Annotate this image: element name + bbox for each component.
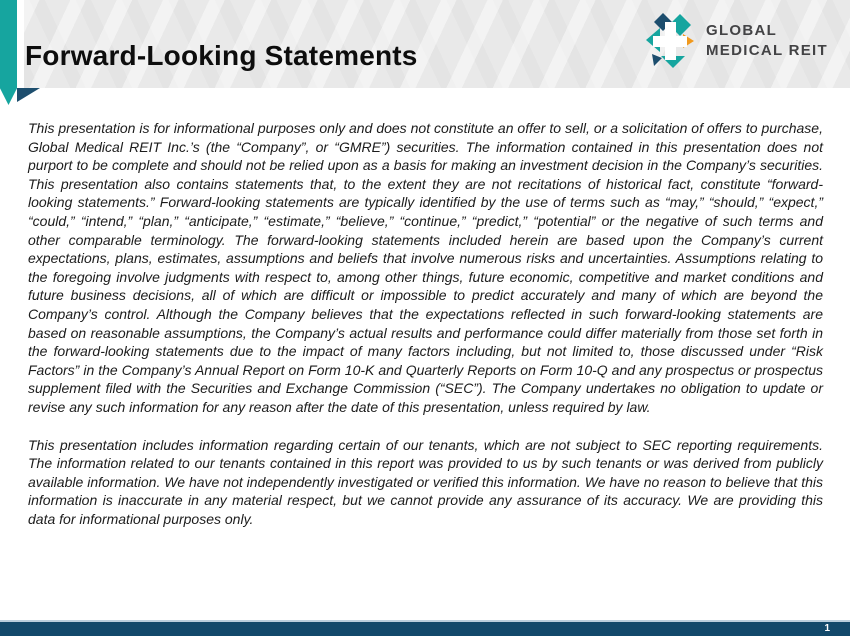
logo-wordmark-line1: GLOBAL (706, 22, 778, 39)
disclaimer-text (28, 119, 823, 528)
logo-wordmark (706, 21, 828, 61)
ribbon-fold (17, 88, 40, 102)
page-title: Forward-Looking Statements (25, 40, 418, 71)
ribbon-accent (0, 0, 17, 105)
footer-bar (0, 622, 850, 636)
paragraph-forward-looking: This presentation is for informational purposes only and does not constitute an offer to sell, or a solicitation of offers to purchase, Global Medical REIT Inc.’s (the “Company”, or “GMRE”) securities. The information contained in this presentation does not purport to be complete and should not be relied upon as a basis for making an investment decision in the Company’s securities. This presentation also contains statements that, to the extent they are not recitations of historical fact, constitute “forward-looking statements.” Forward-looking statements are typically identified by the use of terms such as “may,” “should,” “expect,” “could,” “intend,” “plan,” “anticipate,” “estimate,” “believe,” “continue,” “predict,” “potential” or the negative of such terms and other comparable terminology. The forward-looking statements included herein are based upon the Company’s current expectations, plans, estimates, assumptions and beliefs that involve numerous risks and uncertainties. Assumptions relating to the foregoing involve judgments with respect to, among other things, future economic, competitive and market conditions and future business decisions, all of which are difficult or impossible to predict accurately and many of which are beyond the Company’s control. Although the Company believes that the expectations reflected in such forward-looking statements are based on reasonable assumptions, the Company’s actual results and performance could differ materially from those set forth in the forward-looking statements due to the impact of many factors including, but not limited to, those discussed under “Risk Factors” in the Company’s Annual Report on Form 10-K and Quarterly Reports on Form 10-Q and any prospectus or prospectus supplement filed with the Securities and Exchange Commission (“SEC”). The Company undertakes no obligation to update or revise any such information for any reason after the date of this presentation, unless required by law. (28, 120, 823, 415)
paragraph-tenant-information: This presentation includes information regarding certain of our tenants, which are not subject to SEC reporting requirements. The information related to our tenants contained in this report was provided to us by such tenants or was derived from publicly available information. We have not independently investigated or verified this information. We have no reason to believe that this information is inaccurate in any material respect, but we cannot provide any assurance of its accuracy. We are providing this data for informational purposes only. (28, 436, 823, 527)
page-number: 1 (824, 623, 830, 634)
company-logo (644, 12, 828, 70)
global-medical-reit-logo-icon (644, 12, 696, 70)
logo-wordmark-line2: MEDICAL REIT (706, 42, 828, 59)
